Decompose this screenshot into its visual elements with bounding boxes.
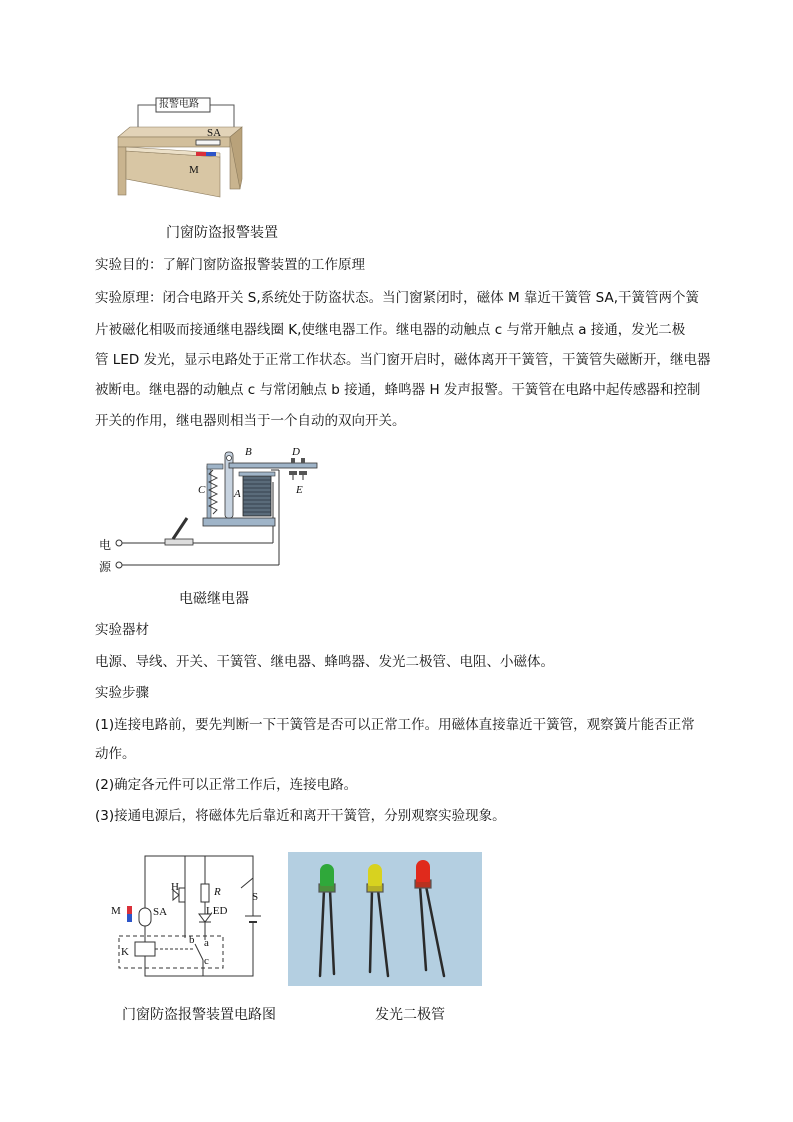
power-label-2: 源 — [99, 560, 112, 574]
principle-line: 实验原理：闭合电路开关 S,系统处于防盗状态。当门窗紧闭时，磁体 M 靠近干簧管 SA,干簧管两个簧 — [95, 290, 700, 306]
contact-label-b: b — [189, 934, 195, 946]
buzzer-label-h: H — [171, 881, 179, 893]
step-line: (3)接通电源后，将磁体先后靠近和离开干簧管，分别观察实验现象。 — [95, 808, 506, 824]
led-green — [320, 864, 334, 886]
principle-line: 片被磁化相吸而接通继电器线圈 K,使继电器工作。继电器的动触点 c 与常开触点 a 接通，发光二极 — [95, 322, 686, 338]
relay-label-d: D — [292, 446, 300, 458]
figure3-caption: 门窗防盗报警装置电路图 — [122, 1007, 276, 1023]
relay-label-e: E — [296, 484, 303, 496]
principle-line: 开关的作用，继电器则相当于一个自动的双向开关。 — [95, 413, 406, 429]
resistor-label-r: R — [214, 886, 221, 898]
m-label: M — [189, 164, 199, 176]
figure2-caption: 电磁继电器 — [179, 591, 249, 607]
led-label: LED — [206, 905, 228, 917]
figure1-caption: 门窗防盗报警装置 — [166, 225, 278, 241]
led-photo — [288, 852, 482, 986]
step-line: (1)连接电路前，要先判断一下干簧管是否可以正常工作。用磁体直接靠近干簧管，观察簧片能否正常 — [95, 717, 695, 733]
figure-circuit-diagram — [105, 848, 275, 983]
alarm-circuit-label: 报警电路 — [159, 99, 199, 110]
principle-line: 管 LED 发光，显示电路处于正常工作状态。当门窗开启时，磁体离开干簧管，干簧管失磁断开，继电器 — [95, 352, 711, 368]
relay-label-a: A — [234, 488, 241, 500]
contact-label-c: c — [204, 955, 209, 967]
led-yellow — [368, 864, 382, 886]
contact-label-a: a — [204, 937, 209, 949]
figure4-caption: 发光二极管 — [375, 1007, 445, 1023]
figure-alarm-device — [110, 95, 260, 205]
experiment-purpose: 实验目的：了解门窗防盗报警装置的工作原理 — [95, 257, 365, 273]
reed-label-sa: SA — [153, 906, 168, 918]
figure-relay — [95, 440, 325, 580]
step-line: 动作。 — [95, 746, 136, 762]
coil-label-k: K — [121, 946, 129, 958]
relay-label-b: B — [245, 446, 252, 458]
power-label-1: 电 — [99, 538, 112, 552]
led-red — [416, 860, 430, 882]
step-line: (2)确定各元件可以正常工作后，连接电路。 — [95, 777, 358, 793]
switch-label-s: S — [252, 891, 259, 903]
sa-label: SA — [207, 127, 222, 139]
materials-heading: 实验器材 — [95, 622, 149, 638]
relay-label-c: C — [198, 484, 206, 496]
magnet-label-m: M — [111, 905, 121, 917]
steps-heading: 实验步骤 — [95, 685, 149, 701]
principle-line: 被断电。继电器的动触点 c 与常闭触点 b 接通，蜂鸣器 H 发声报警。干簧管在电路中起传感器和控制 — [95, 382, 701, 398]
materials-text: 电源、导线、开关、干簧管、继电器、蜂鸣器、发光二极管、电阻、小磁体。 — [95, 654, 554, 670]
